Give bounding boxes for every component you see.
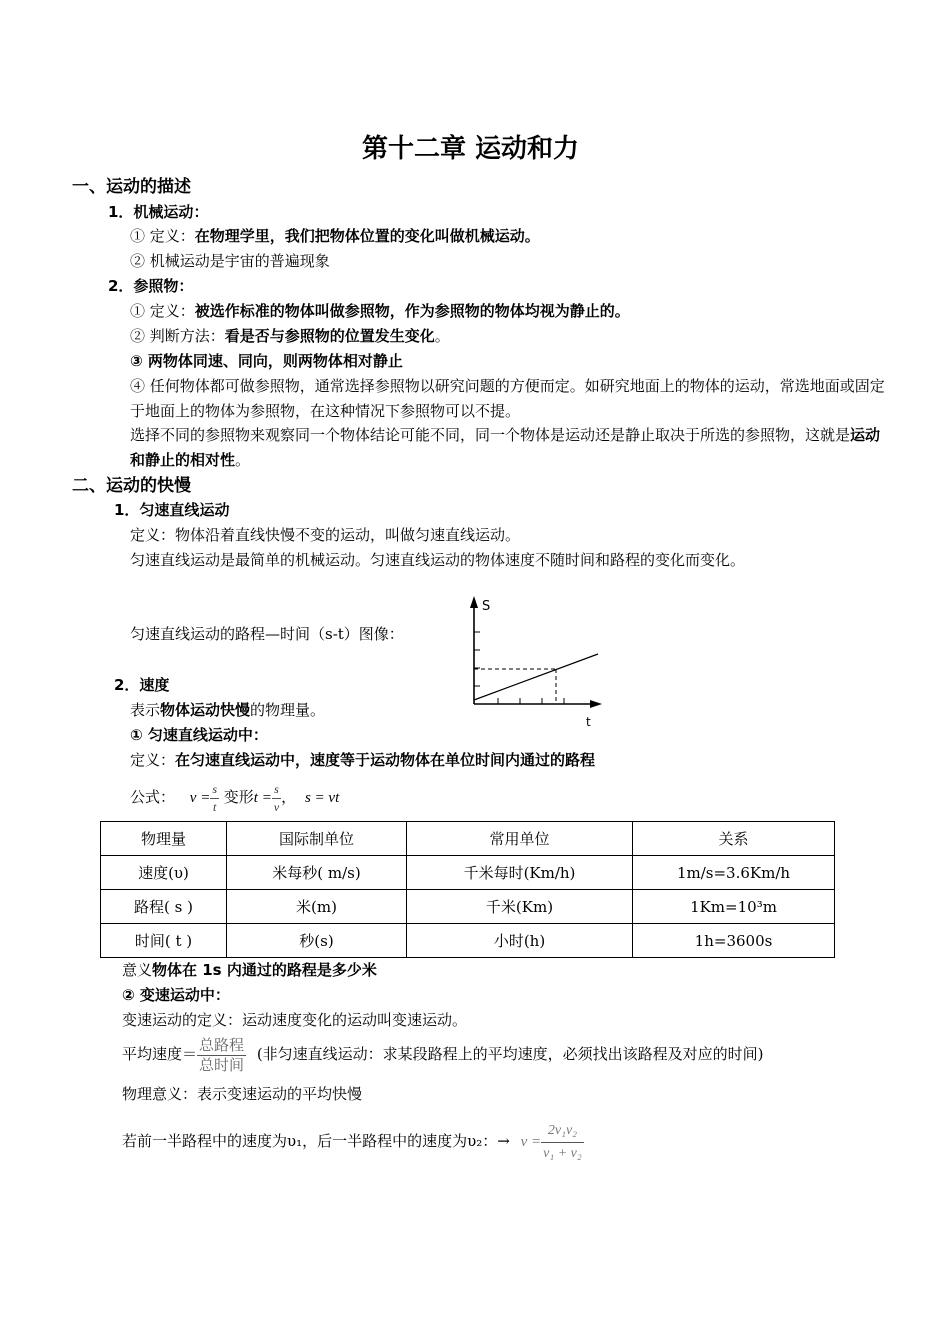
formula-mid: 变形 — [223, 788, 254, 806]
avg-den: 总时间 — [199, 1055, 245, 1074]
formula-1-fraction — [210, 781, 219, 816]
table-header-cell: 国际制单位 — [227, 822, 407, 856]
half-lhs: v = — [520, 1134, 542, 1150]
reference-item-3: ③ 两物体同速、同向，则两物体相对静止 — [130, 352, 403, 370]
table-cell: 1Km=10³m — [633, 890, 835, 924]
speed-significance — [122, 960, 377, 980]
half-num: 2v₁v₂ — [541, 1120, 584, 1143]
units-table — [100, 821, 835, 958]
table-cell: 千米每时(Km/h) — [407, 856, 633, 890]
reference-item-4: ④ 任何物体都可做参照物，通常选择参照物以研究问题的方便而定。如研究地面上的物体的运动，常选地面或固定于地面上的物体为参照物，在这种情况下参照物可以不提。 — [130, 377, 885, 420]
sig-prefix: 意义 — [122, 961, 153, 979]
table-header-cell: 物理量 — [101, 822, 227, 856]
formula-1-num: s — [210, 781, 219, 799]
table-cell: 1h=3600s — [633, 924, 835, 958]
variable-motion-definition: 变速运动的定义：运动速度变化的运动叫变速运动。 — [122, 1011, 468, 1029]
sig-bold: 物体在 1s 内通过的路程是多少米 — [152, 961, 377, 979]
meaning-prefix: 表示 — [130, 701, 161, 719]
table-cell: 千米(Km) — [407, 890, 633, 924]
mechanical-motion-definition — [130, 226, 540, 246]
st-graph-s-label: S — [482, 599, 491, 614]
reference-method — [130, 326, 450, 346]
table-row — [101, 924, 835, 958]
relativity-paragraph — [130, 423, 892, 473]
formula-2-num: s — [272, 781, 281, 799]
relativity-end: 。 — [235, 451, 251, 469]
reference-definition — [130, 301, 630, 321]
half-fraction — [541, 1120, 584, 1165]
uniform-speed-heading: ① 匀速直线运动中： — [130, 726, 268, 744]
table-cell: 时间( t ) — [101, 924, 227, 958]
average-speed-formula — [122, 1033, 764, 1075]
avg-fraction — [197, 1036, 246, 1075]
def-bold: 在匀速直线运动中，速度等于运动物体在单位时间内通过的路程 — [175, 751, 596, 769]
method-bold: 看是否与参照物的位置发生变化 — [224, 327, 435, 345]
half-text: 若前一半路程中的速度为υ₁，后一半路程中的速度为υ₂：→ — [122, 1132, 510, 1150]
speed-meaning — [130, 700, 325, 720]
half-den: v₁ + v₂ — [543, 1145, 582, 1161]
st-graph-t-label: t — [586, 715, 591, 729]
avg-num: 总路程 — [199, 1035, 245, 1054]
formula-2-lhs: t = — [253, 790, 272, 806]
formula-1-lhs: v = — [189, 790, 211, 806]
formula-2-den: v — [273, 799, 280, 814]
table-cell: 米每秒( m/s) — [227, 856, 407, 890]
def-bold: 在物理学里，我们把物体位置的变化叫做机械运动。 — [194, 227, 540, 245]
def-prefix: ① 定义： — [130, 302, 195, 320]
relativity-bold: 运动和静止的相对性 — [130, 426, 881, 469]
method-prefix: ② 判断方法： — [130, 327, 225, 345]
meaning-end: 的物理量。 — [250, 701, 326, 719]
def-prefix: 定义： — [130, 751, 176, 769]
meaning-bold: 物体运动快慢 — [160, 701, 251, 719]
mechanical-motion-item-2: ② 机械运动是宇宙的普遍现象 — [130, 252, 330, 270]
speed-definition — [130, 750, 595, 770]
def-bold: 被选作标准的物体叫做参照物，作为参照物的物体均视为静止的。 — [194, 302, 630, 320]
section-1-heading: 一、运动的描述 — [72, 177, 191, 197]
subsection-mechanical-motion: 1．机械运动： — [108, 203, 209, 221]
avg-label: 平均速度＝ — [122, 1045, 198, 1063]
table-cell: 1m/s=3.6Km/h — [633, 856, 835, 890]
table-cell: 速度(υ) — [101, 856, 227, 890]
st-graph-caption: 匀速直线运动的路程—时间（s-t）图像： — [130, 625, 404, 643]
subsection-speed: 2．速度 — [114, 676, 170, 694]
st-graph-s-arrow — [470, 596, 478, 608]
table-row — [101, 890, 835, 924]
formula-label: 公式： — [130, 788, 176, 806]
physical-meaning: 物理意义：表示变速运动的平均快慢 — [122, 1085, 363, 1103]
table-header-cell: 关系 — [633, 822, 835, 856]
relativity-text: 选择不同的参照物来观察同一个物体结论可能不同，同一个物体是运动还是静止取决于所选的参照物，这就是 — [130, 426, 851, 444]
st-graph-line — [474, 654, 598, 700]
uniform-motion-definition: 定义：物体沿着直线快慢不变的运动，叫做匀速直线运动。 — [130, 526, 521, 544]
table-cell: 小时(h) — [407, 924, 633, 958]
table-cell: 秒(s) — [227, 924, 407, 958]
table-header-cell: 常用单位 — [407, 822, 633, 856]
avg-note: (非匀速直线运动：求某段路程上的平均速度，必须找出该路程及对应的时间) — [256, 1045, 764, 1063]
table-cell: 米(m) — [227, 890, 407, 924]
uniform-motion-description: 匀速直线运动是最简单的机械运动。匀速直线运动的物体速度不随时间和路程的变化而变化。 — [130, 551, 746, 569]
method-end: 。 — [434, 327, 450, 345]
formula-3: s = vt — [304, 790, 340, 806]
variable-speed-heading: ② 变速运动中： — [122, 986, 230, 1004]
subsection-reference-object: 2．参照物： — [108, 277, 194, 295]
st-graph — [460, 592, 610, 732]
st-graph-t-arrow — [590, 700, 602, 708]
page-title: 第十二章 运动和力 — [362, 134, 580, 164]
table-cell: 路程( s ) — [101, 890, 227, 924]
section-2-heading: 二、运动的快慢 — [72, 476, 191, 496]
subsection-uniform-motion: 1．匀速直线运动 — [114, 501, 230, 519]
table-header-row — [101, 822, 835, 856]
def-prefix: ① 定义： — [130, 227, 195, 245]
formula-2-fraction — [272, 781, 281, 816]
speed-formula: 公式： v = $\frac{s}{t}$ 变形t = $\frac{s}{v}$ ， s = vt — [130, 781, 340, 814]
table-row — [101, 856, 835, 890]
half-distance-formula — [122, 1116, 584, 1166]
formula-1-den: t — [212, 799, 217, 814]
